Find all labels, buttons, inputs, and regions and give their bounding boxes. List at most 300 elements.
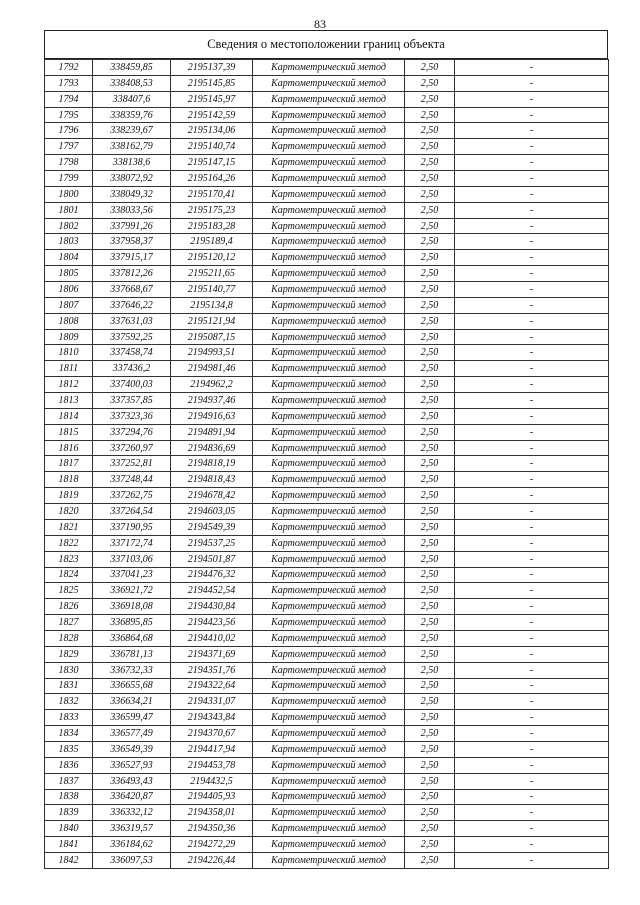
method-cell: Картометрический метод xyxy=(253,710,405,726)
point-number-cell: 1823 xyxy=(45,551,93,567)
precision-cell: 2,50 xyxy=(405,789,455,805)
description-cell: - xyxy=(455,726,609,742)
precision-cell: 2,50 xyxy=(405,852,455,868)
table-row xyxy=(45,678,609,694)
method-cell: Картометрический метод xyxy=(253,741,405,757)
method-cell: Картометрический метод xyxy=(253,171,405,187)
point-number-cell: 1820 xyxy=(45,504,93,520)
description-cell: - xyxy=(455,297,609,313)
y-coordinate-cell: 2194603,05 xyxy=(171,504,253,520)
table-row xyxy=(45,218,609,234)
y-coordinate-cell: 2194818,19 xyxy=(171,456,253,472)
description-cell: - xyxy=(455,821,609,837)
description-cell: - xyxy=(455,757,609,773)
x-coordinate-cell: 336184,62 xyxy=(93,837,171,853)
precision-cell: 2,50 xyxy=(405,805,455,821)
y-coordinate-cell: 2194417,94 xyxy=(171,741,253,757)
precision-cell: 2,50 xyxy=(405,741,455,757)
table-row xyxy=(45,583,609,599)
table-row xyxy=(45,694,609,710)
method-cell: Картометрический метод xyxy=(253,424,405,440)
method-cell: Картометрический метод xyxy=(253,123,405,139)
page-number: 83 xyxy=(314,17,326,31)
method-cell: Картометрический метод xyxy=(253,282,405,298)
table-row xyxy=(45,472,609,488)
x-coordinate-cell: 336097,53 xyxy=(93,852,171,868)
method-cell: Картометрический метод xyxy=(253,504,405,520)
table-row xyxy=(45,535,609,551)
y-coordinate-cell: 2195145,97 xyxy=(171,91,253,107)
method-cell: Картометрический метод xyxy=(253,662,405,678)
precision-cell: 2,50 xyxy=(405,408,455,424)
point-number-cell: 1814 xyxy=(45,408,93,424)
precision-cell: 2,50 xyxy=(405,662,455,678)
method-cell: Картометрический метод xyxy=(253,75,405,91)
table-row xyxy=(45,726,609,742)
table-row xyxy=(45,504,609,520)
point-number-cell: 1839 xyxy=(45,805,93,821)
x-coordinate-cell: 338049,32 xyxy=(93,186,171,202)
table-row xyxy=(45,662,609,678)
point-number-cell: 1806 xyxy=(45,282,93,298)
table-row xyxy=(45,837,609,853)
y-coordinate-cell: 2194453,78 xyxy=(171,757,253,773)
point-number-cell: 1817 xyxy=(45,456,93,472)
y-coordinate-cell: 2195140,77 xyxy=(171,282,253,298)
table-row xyxy=(45,75,609,91)
description-cell: - xyxy=(455,75,609,91)
method-cell: Картометрический метод xyxy=(253,821,405,837)
table-row xyxy=(45,329,609,345)
method-cell: Картометрический метод xyxy=(253,329,405,345)
y-coordinate-cell: 2194476,32 xyxy=(171,567,253,583)
x-coordinate-cell: 337400,03 xyxy=(93,377,171,393)
y-coordinate-cell: 2194962,2 xyxy=(171,377,253,393)
x-coordinate-cell: 337323,36 xyxy=(93,408,171,424)
coordinates-table-body xyxy=(45,60,609,869)
point-number-cell: 1835 xyxy=(45,741,93,757)
method-cell: Картометрический метод xyxy=(253,218,405,234)
point-number-cell: 1813 xyxy=(45,393,93,409)
y-coordinate-cell: 2194501,87 xyxy=(171,551,253,567)
point-number-cell: 1833 xyxy=(45,710,93,726)
description-cell: - xyxy=(455,852,609,868)
description-cell: - xyxy=(455,599,609,615)
point-number-cell: 1804 xyxy=(45,250,93,266)
description-cell: - xyxy=(455,504,609,520)
method-cell: Картометрический метод xyxy=(253,583,405,599)
precision-cell: 2,50 xyxy=(405,361,455,377)
y-coordinate-cell: 2195170,41 xyxy=(171,186,253,202)
description-cell: - xyxy=(455,519,609,535)
point-number-cell: 1834 xyxy=(45,726,93,742)
precision-cell: 2,50 xyxy=(405,567,455,583)
description-cell: - xyxy=(455,171,609,187)
method-cell: Картометрический метод xyxy=(253,837,405,853)
x-coordinate-cell: 337458,74 xyxy=(93,345,171,361)
table-row xyxy=(45,393,609,409)
precision-cell: 2,50 xyxy=(405,313,455,329)
table-row xyxy=(45,773,609,789)
method-cell: Картометрический метод xyxy=(253,250,405,266)
table-row xyxy=(45,266,609,282)
point-number-cell: 1803 xyxy=(45,234,93,250)
precision-cell: 2,50 xyxy=(405,710,455,726)
method-cell: Картометрический метод xyxy=(253,519,405,535)
y-coordinate-cell: 2195145,85 xyxy=(171,75,253,91)
point-number-cell: 1794 xyxy=(45,91,93,107)
point-number-cell: 1796 xyxy=(45,123,93,139)
boundary-sheet xyxy=(44,30,608,869)
x-coordinate-cell: 336921,72 xyxy=(93,583,171,599)
method-cell: Картометрический метод xyxy=(253,393,405,409)
method-cell: Картометрический метод xyxy=(253,408,405,424)
table-row xyxy=(45,250,609,266)
description-cell: - xyxy=(455,234,609,250)
table-row xyxy=(45,567,609,583)
x-coordinate-cell: 337172,74 xyxy=(93,535,171,551)
precision-cell: 2,50 xyxy=(405,297,455,313)
table-row xyxy=(45,408,609,424)
x-coordinate-cell: 338407,6 xyxy=(93,91,171,107)
y-coordinate-cell: 2194549,39 xyxy=(171,519,253,535)
x-coordinate-cell: 336599,47 xyxy=(93,710,171,726)
y-coordinate-cell: 2194410,02 xyxy=(171,630,253,646)
y-coordinate-cell: 2195147,15 xyxy=(171,155,253,171)
y-coordinate-cell: 2195121,94 xyxy=(171,313,253,329)
x-coordinate-cell: 336420,87 xyxy=(93,789,171,805)
point-number-cell: 1822 xyxy=(45,535,93,551)
table-row xyxy=(45,282,609,298)
x-coordinate-cell: 336549,39 xyxy=(93,741,171,757)
description-cell: - xyxy=(455,741,609,757)
point-number-cell: 1792 xyxy=(45,60,93,76)
x-coordinate-cell: 337041,23 xyxy=(93,567,171,583)
x-coordinate-cell: 336493,43 xyxy=(93,773,171,789)
point-number-cell: 1802 xyxy=(45,218,93,234)
description-cell: - xyxy=(455,630,609,646)
x-coordinate-cell: 337103,06 xyxy=(93,551,171,567)
y-coordinate-cell: 2194423,56 xyxy=(171,615,253,631)
precision-cell: 2,50 xyxy=(405,615,455,631)
method-cell: Картометрический метод xyxy=(253,646,405,662)
table-row xyxy=(45,852,609,868)
precision-cell: 2,50 xyxy=(405,202,455,218)
description-cell: - xyxy=(455,186,609,202)
y-coordinate-cell: 2195189,4 xyxy=(171,234,253,250)
description-cell: - xyxy=(455,773,609,789)
y-coordinate-cell: 2194343,84 xyxy=(171,710,253,726)
description-cell: - xyxy=(455,329,609,345)
y-coordinate-cell: 2194432,5 xyxy=(171,773,253,789)
method-cell: Картометрический метод xyxy=(253,694,405,710)
point-number-cell: 1821 xyxy=(45,519,93,535)
method-cell: Картометрический метод xyxy=(253,60,405,76)
precision-cell: 2,50 xyxy=(405,488,455,504)
table-row xyxy=(45,646,609,662)
y-coordinate-cell: 2194981,46 xyxy=(171,361,253,377)
method-cell: Картометрический метод xyxy=(253,91,405,107)
precision-cell: 2,50 xyxy=(405,60,455,76)
point-number-cell: 1818 xyxy=(45,472,93,488)
table-row xyxy=(45,599,609,615)
x-coordinate-cell: 337646,22 xyxy=(93,297,171,313)
description-cell: - xyxy=(455,710,609,726)
x-coordinate-cell: 337915,17 xyxy=(93,250,171,266)
description-cell: - xyxy=(455,535,609,551)
point-number-cell: 1795 xyxy=(45,107,93,123)
x-coordinate-cell: 336577,49 xyxy=(93,726,171,742)
x-coordinate-cell: 337252,81 xyxy=(93,456,171,472)
description-cell: - xyxy=(455,313,609,329)
point-number-cell: 1841 xyxy=(45,837,93,853)
description-cell: - xyxy=(455,456,609,472)
precision-cell: 2,50 xyxy=(405,155,455,171)
method-cell: Картометрический метод xyxy=(253,805,405,821)
table-row xyxy=(45,424,609,440)
x-coordinate-cell: 337991,26 xyxy=(93,218,171,234)
x-coordinate-cell: 337294,76 xyxy=(93,424,171,440)
precision-cell: 2,50 xyxy=(405,551,455,567)
table-row xyxy=(45,630,609,646)
point-number-cell: 1815 xyxy=(45,424,93,440)
table-row xyxy=(45,377,609,393)
table-row xyxy=(45,615,609,631)
point-number-cell: 1793 xyxy=(45,75,93,91)
precision-cell: 2,50 xyxy=(405,504,455,520)
y-coordinate-cell: 2195175,23 xyxy=(171,202,253,218)
x-coordinate-cell: 337248,44 xyxy=(93,472,171,488)
y-coordinate-cell: 2194371,69 xyxy=(171,646,253,662)
description-cell: - xyxy=(455,789,609,805)
method-cell: Картометрический метод xyxy=(253,202,405,218)
table-row xyxy=(45,551,609,567)
table-row xyxy=(45,155,609,171)
description-cell: - xyxy=(455,123,609,139)
precision-cell: 2,50 xyxy=(405,472,455,488)
table-row xyxy=(45,488,609,504)
precision-cell: 2,50 xyxy=(405,250,455,266)
description-cell: - xyxy=(455,440,609,456)
point-number-cell: 1801 xyxy=(45,202,93,218)
table-row xyxy=(45,297,609,313)
y-coordinate-cell: 2195211,65 xyxy=(171,266,253,282)
description-cell: - xyxy=(455,393,609,409)
x-coordinate-cell: 336918,08 xyxy=(93,599,171,615)
point-number-cell: 1838 xyxy=(45,789,93,805)
description-cell: - xyxy=(455,218,609,234)
table-row xyxy=(45,313,609,329)
x-coordinate-cell: 338162,79 xyxy=(93,139,171,155)
method-cell: Картометрический метод xyxy=(253,155,405,171)
y-coordinate-cell: 2194226,44 xyxy=(171,852,253,868)
description-cell: - xyxy=(455,377,609,393)
point-number-cell: 1809 xyxy=(45,329,93,345)
method-cell: Картометрический метод xyxy=(253,488,405,504)
description-cell: - xyxy=(455,60,609,76)
table-row xyxy=(45,741,609,757)
precision-cell: 2,50 xyxy=(405,377,455,393)
precision-cell: 2,50 xyxy=(405,694,455,710)
method-cell: Картометрический метод xyxy=(253,615,405,631)
point-number-cell: 1808 xyxy=(45,313,93,329)
x-coordinate-cell: 338359,76 xyxy=(93,107,171,123)
point-number-cell: 1800 xyxy=(45,186,93,202)
point-number-cell: 1842 xyxy=(45,852,93,868)
x-coordinate-cell: 337668,67 xyxy=(93,282,171,298)
description-cell: - xyxy=(455,662,609,678)
x-coordinate-cell: 336527,93 xyxy=(93,757,171,773)
method-cell: Картометрический метод xyxy=(253,567,405,583)
y-coordinate-cell: 2195137,39 xyxy=(171,60,253,76)
x-coordinate-cell: 338459,85 xyxy=(93,60,171,76)
method-cell: Картометрический метод xyxy=(253,266,405,282)
description-cell: - xyxy=(455,805,609,821)
x-coordinate-cell: 336864,68 xyxy=(93,630,171,646)
method-cell: Картометрический метод xyxy=(253,345,405,361)
x-coordinate-cell: 338239,67 xyxy=(93,123,171,139)
description-cell: - xyxy=(455,91,609,107)
precision-cell: 2,50 xyxy=(405,107,455,123)
precision-cell: 2,50 xyxy=(405,186,455,202)
x-coordinate-cell: 338138,6 xyxy=(93,155,171,171)
precision-cell: 2,50 xyxy=(405,456,455,472)
table-row xyxy=(45,519,609,535)
precision-cell: 2,50 xyxy=(405,519,455,535)
precision-cell: 2,50 xyxy=(405,91,455,107)
point-number-cell: 1825 xyxy=(45,583,93,599)
description-cell: - xyxy=(455,615,609,631)
table-row xyxy=(45,139,609,155)
table-row xyxy=(45,710,609,726)
y-coordinate-cell: 2194993,51 xyxy=(171,345,253,361)
method-cell: Картометрический метод xyxy=(253,377,405,393)
x-coordinate-cell: 337264,54 xyxy=(93,504,171,520)
precision-cell: 2,50 xyxy=(405,282,455,298)
precision-cell: 2,50 xyxy=(405,393,455,409)
description-cell: - xyxy=(455,567,609,583)
y-coordinate-cell: 2194818,43 xyxy=(171,472,253,488)
y-coordinate-cell: 2194405,93 xyxy=(171,789,253,805)
description-cell: - xyxy=(455,583,609,599)
y-coordinate-cell: 2194351,76 xyxy=(171,662,253,678)
y-coordinate-cell: 2194678,42 xyxy=(171,488,253,504)
precision-cell: 2,50 xyxy=(405,773,455,789)
method-cell: Картометрический метод xyxy=(253,456,405,472)
table-row xyxy=(45,345,609,361)
precision-cell: 2,50 xyxy=(405,234,455,250)
description-cell: - xyxy=(455,551,609,567)
method-cell: Картометрический метод xyxy=(253,789,405,805)
y-coordinate-cell: 2194452,54 xyxy=(171,583,253,599)
point-number-cell: 1826 xyxy=(45,599,93,615)
x-coordinate-cell: 336634,21 xyxy=(93,694,171,710)
method-cell: Картометрический метод xyxy=(253,852,405,868)
y-coordinate-cell: 2194916,63 xyxy=(171,408,253,424)
method-cell: Картометрический метод xyxy=(253,678,405,694)
method-cell: Картометрический метод xyxy=(253,726,405,742)
description-cell: - xyxy=(455,408,609,424)
description-cell: - xyxy=(455,361,609,377)
y-coordinate-cell: 2195120,12 xyxy=(171,250,253,266)
method-cell: Картометрический метод xyxy=(253,234,405,250)
point-number-cell: 1830 xyxy=(45,662,93,678)
coordinates-table xyxy=(44,59,609,869)
method-cell: Картометрический метод xyxy=(253,757,405,773)
y-coordinate-cell: 2195164,26 xyxy=(171,171,253,187)
precision-cell: 2,50 xyxy=(405,440,455,456)
method-cell: Картометрический метод xyxy=(253,440,405,456)
table-row xyxy=(45,123,609,139)
y-coordinate-cell: 2194836,69 xyxy=(171,440,253,456)
precision-cell: 2,50 xyxy=(405,757,455,773)
point-number-cell: 1827 xyxy=(45,615,93,631)
y-coordinate-cell: 2194331,07 xyxy=(171,694,253,710)
description-cell: - xyxy=(455,202,609,218)
point-number-cell: 1797 xyxy=(45,139,93,155)
y-coordinate-cell: 2194891,94 xyxy=(171,424,253,440)
table-row xyxy=(45,821,609,837)
table-row xyxy=(45,361,609,377)
point-number-cell: 1812 xyxy=(45,377,93,393)
description-cell: - xyxy=(455,488,609,504)
precision-cell: 2,50 xyxy=(405,345,455,361)
method-cell: Картометрический метод xyxy=(253,551,405,567)
x-coordinate-cell: 337262,75 xyxy=(93,488,171,504)
point-number-cell: 1831 xyxy=(45,678,93,694)
precision-cell: 2,50 xyxy=(405,329,455,345)
point-number-cell: 1836 xyxy=(45,757,93,773)
description-cell: - xyxy=(455,155,609,171)
table-row xyxy=(45,107,609,123)
table-row xyxy=(45,171,609,187)
table-row xyxy=(45,440,609,456)
method-cell: Картометрический метод xyxy=(253,107,405,123)
table-row xyxy=(45,805,609,821)
point-number-cell: 1824 xyxy=(45,567,93,583)
method-cell: Картометрический метод xyxy=(253,599,405,615)
point-number-cell: 1807 xyxy=(45,297,93,313)
table-row xyxy=(45,757,609,773)
x-coordinate-cell: 336781,13 xyxy=(93,646,171,662)
x-coordinate-cell: 338408,53 xyxy=(93,75,171,91)
method-cell: Картометрический метод xyxy=(253,186,405,202)
table-row xyxy=(45,91,609,107)
method-cell: Картометрический метод xyxy=(253,773,405,789)
precision-cell: 2,50 xyxy=(405,821,455,837)
description-cell: - xyxy=(455,646,609,662)
x-coordinate-cell: 336895,85 xyxy=(93,615,171,631)
table-row xyxy=(45,789,609,805)
x-coordinate-cell: 338033,56 xyxy=(93,202,171,218)
x-coordinate-cell: 337260,97 xyxy=(93,440,171,456)
method-cell: Картометрический метод xyxy=(253,472,405,488)
precision-cell: 2,50 xyxy=(405,583,455,599)
description-cell: - xyxy=(455,472,609,488)
y-coordinate-cell: 2195183,28 xyxy=(171,218,253,234)
precision-cell: 2,50 xyxy=(405,535,455,551)
point-number-cell: 1799 xyxy=(45,171,93,187)
y-coordinate-cell: 2194322,64 xyxy=(171,678,253,694)
section-title: Сведения о местоположении границ объекта xyxy=(44,30,608,59)
description-cell: - xyxy=(455,345,609,361)
point-number-cell: 1840 xyxy=(45,821,93,837)
y-coordinate-cell: 2195087,15 xyxy=(171,329,253,345)
y-coordinate-cell: 2194272,29 xyxy=(171,837,253,853)
precision-cell: 2,50 xyxy=(405,171,455,187)
y-coordinate-cell: 2194370,67 xyxy=(171,726,253,742)
point-number-cell: 1798 xyxy=(45,155,93,171)
